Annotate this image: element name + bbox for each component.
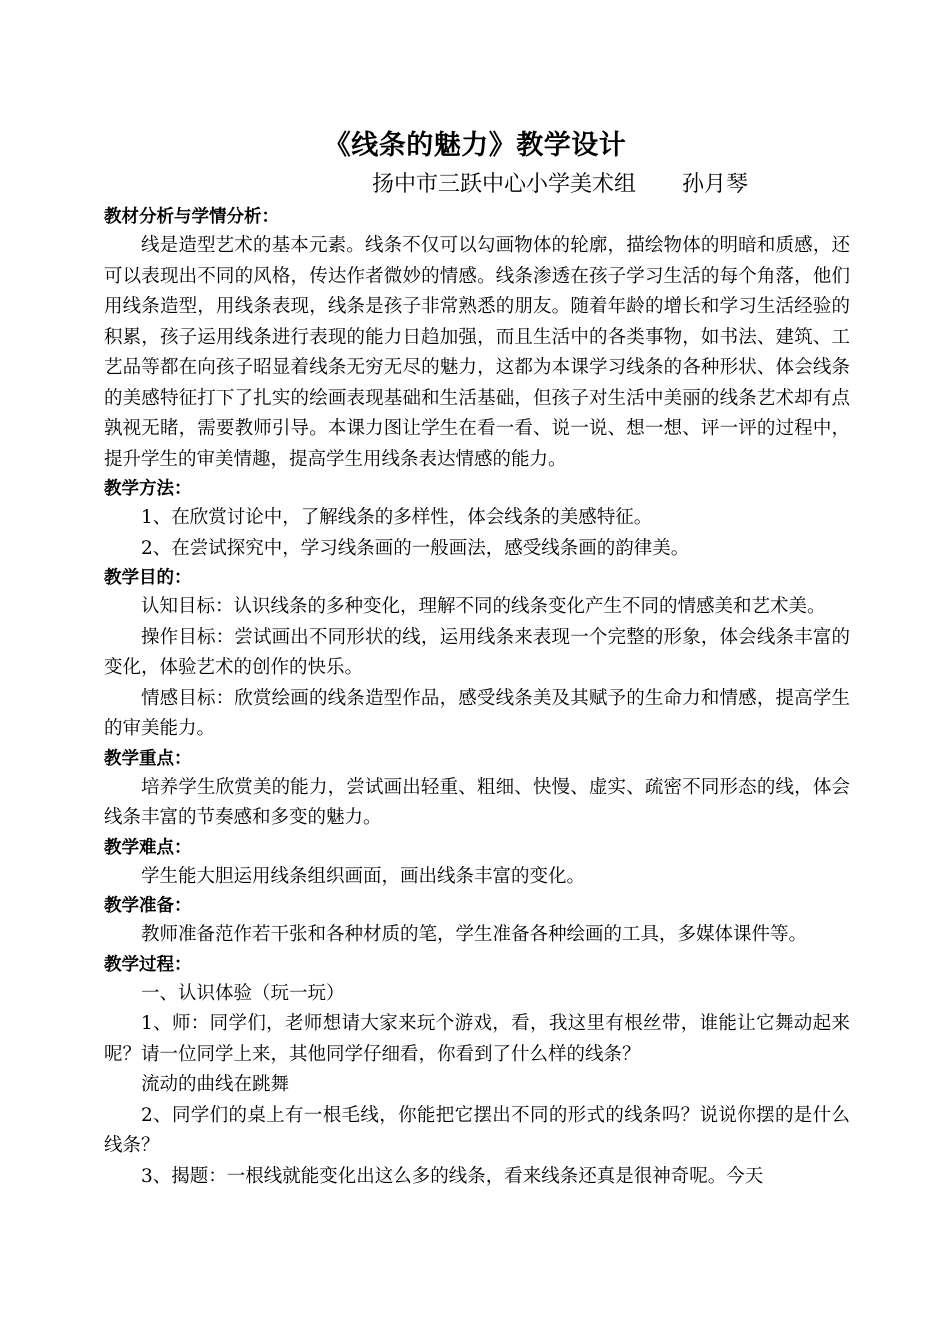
process-item: 流动的曲线在跳舞 [141, 1074, 290, 1095]
author-org: 扬中市三跃中心小学美术组 [372, 172, 637, 197]
document-title: 《线条的魅力》教学设计 [323, 130, 627, 161]
method-item: 1、在欣赏讨论中，了解线条的多样性，体会线条的美感特征。 [141, 507, 653, 528]
method-item: 2、在尝试探究中，学习线条画的一般画法，感受线条画的韵律美。 [141, 537, 690, 559]
prep-paragraph: 教师准备范作若干张和各种材质的笔，学生准备各种绘画的工具，多媒体课件等。 [141, 924, 808, 945]
process-item: 1、师：同学们，老师想请大家来玩个游戏，看，我这里有根丝带，谁能让它舞动起来呢？请一位同学上来，其他同学仔细看，你看到了什么样的线条？ [104, 1013, 850, 1065]
section-heading-analysis: 教材分析与学情分析： [104, 207, 279, 227]
section-heading-process: 教学过程： [104, 954, 192, 975]
analysis-paragraph: 线是造型艺术的基本元素。线条不仅可以勾画物体的轮廓，描绘物体的明暗和质感，还可以表现出不同的风格，传达作者微妙的情感。线条渗透在孩子学习生活的每个角落，他们用线条造型，用线条表现，线条是孩子非常熟悉的朋友。随着年龄的增长和学习生活经验的积累，孩子运用线条进行表现的能力日趋加强，而且生活中的各类事物，如书法、建筑、工艺品等都在向孩子昭显着线条无穷无尽的魅力，这都为本课学习线条的各种形状、体会线条的美感特征打下了扎实的绘画表现基础和生活基础，但孩子对生活中美丽的线条艺术却有点孰视无睹，需要教师引导。本课力图让学生在看一看、说一说、想一想、评一评的过程中，提升学生的审美情趣，提高学生用线条表达情感的能力。 [104, 235, 850, 470]
process-item: 3、揭题：一根线就能变化出这么多的线条，看来线条还真是很神奇呢。今天 [141, 1165, 764, 1187]
author-line [372, 170, 748, 200]
difficulty-paragraph: 学生能大胆运用线条组织画面，画出线条丰富的变化。 [141, 865, 586, 887]
section-heading-prep: 教学准备： [104, 896, 192, 916]
goal-item: 情感目标：欣赏绘画的线条造型作品，感受线条美及其赋予的生命力和情感，提高学生的审美能力。 [104, 687, 850, 739]
section-heading-difficulty: 教学难点： [104, 837, 192, 858]
author-name: 孙月琴 [682, 172, 749, 197]
document-body [104, 203, 850, 1192]
goal-item: 认知目标：认识线条的多种变化，理解不同的线条变化产生不同的情感美和艺术美。 [141, 596, 826, 617]
key-paragraph: 培养学生欣赏美的能力，尝试画出轻重、粗细、快慢、虚实、疏密不同形态的线，体会线条丰富的节奏感和多变的魅力。 [104, 776, 850, 828]
process-item: 2、同学们的桌上有一根毛线，你能把它摆出不同的形式的线条吗？说说你摆的是什么线条？ [104, 1104, 850, 1156]
section-heading-method: 教学方法： [104, 479, 192, 499]
goal-item: 操作目标：尝试画出不同形状的线，运用线条来表现一个完整的形象，体会线条丰富的变化，体验艺术的创作的快乐。 [104, 626, 850, 678]
section-heading-key: 教学重点： [104, 748, 192, 769]
process-item: 一、认识体验（玩一玩） [141, 982, 345, 1004]
section-heading-goals: 教学目的： [104, 568, 192, 588]
